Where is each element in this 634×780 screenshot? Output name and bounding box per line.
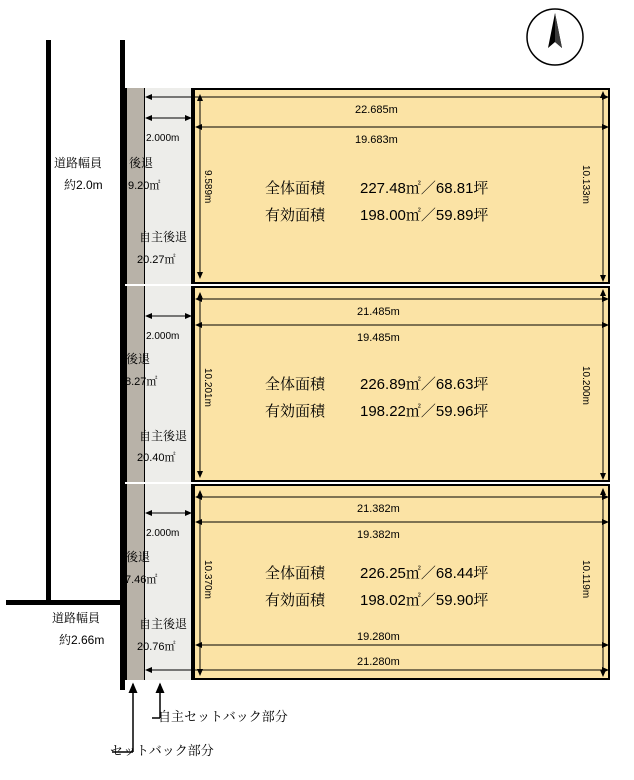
lot-middle-total-area-value: 226.89㎡／68.63坪 <box>360 376 489 393</box>
lot-bottom-total-area-label: 全体面積 <box>265 565 326 582</box>
lot-middle-left-dim: 10.201m <box>202 368 213 407</box>
lot-bottom-voluntary-label: 自主後退 <box>139 617 188 631</box>
lot-middle-right-dim: 10.200m <box>580 366 591 405</box>
lot-middle-voluntary-area: 20.40㎡ <box>137 452 176 464</box>
lot-top-total-area-value: 227.48㎡／68.81坪 <box>360 180 489 197</box>
lot-top-right-dim: 10.133m <box>580 165 591 204</box>
lot-bottom-effective-area-label: 有効面積 <box>265 592 326 609</box>
lot-bottom-total-area-value: 226.25㎡／68.44坪 <box>360 565 489 582</box>
lot-middle-voluntary-label: 自主後退 <box>139 429 188 443</box>
lot-top-voluntary-label: 自主後退 <box>139 230 188 244</box>
lot-bottom-right-dim: 10.119m <box>580 560 591 599</box>
lot-middle-effective-area-value: 198.22㎡／59.96坪 <box>360 403 489 420</box>
lot-middle-outer-dim: 21.485m <box>357 306 400 318</box>
lot-middle-setback-area: 8.27㎡ <box>125 376 158 388</box>
lot-top-setback-width: 2.000m <box>146 133 180 144</box>
lot-middle-setback-width: 2.000m <box>146 331 180 342</box>
lot-top-total-area-label: 全体面積 <box>265 180 326 197</box>
lot-top-setback-area: 9.20㎡ <box>128 180 161 192</box>
road-bottom-edge <box>6 600 126 605</box>
lot-bottom-bottom-inner-dim: 19.280m <box>357 631 400 643</box>
road-left-label-2: 約2.0m <box>64 178 103 192</box>
lot-top-inner-dim: 19.683m <box>355 134 398 146</box>
road-bottom-label-2: 約2.66m <box>59 633 105 647</box>
lot-top-outer-dim: 22.685m <box>355 104 398 116</box>
lot-bottom-effective-area-value: 198.02㎡／59.90坪 <box>360 592 489 609</box>
lot-top-setback-label: 後退 <box>129 156 154 170</box>
road-bottom-label-1: 道路幅員 <box>52 611 101 625</box>
lot-middle-total-area-label: 全体面積 <box>265 376 326 393</box>
lot-bottom-bottom-outer-dim: 21.280m <box>357 656 400 668</box>
legend-setback-label: セットバック部分 <box>110 743 214 758</box>
lot-bottom-voluntary-area: 20.76㎡ <box>137 641 176 653</box>
lot-top-effective-area-label: 有効面積 <box>265 207 326 224</box>
lot-bottom-outer-dim: 21.382m <box>357 503 400 515</box>
road-left-outer-edge <box>46 40 51 605</box>
lot-bottom-setback-width: 2.000m <box>146 528 180 539</box>
road-left-label-1: 道路幅員 <box>54 156 103 170</box>
compass-rose <box>524 6 586 68</box>
lot-top-voluntary-area: 20.27㎡ <box>137 254 176 266</box>
lot-bottom-left-dim: 10.370m <box>202 560 213 599</box>
legend-voluntary-label: 自主セットバック部分 <box>158 709 288 724</box>
lot-bottom-setback-area: 7.46㎡ <box>125 574 158 586</box>
lot-middle-inner-dim: 19.485m <box>357 332 400 344</box>
road-bottom-outer-edge <box>6 600 11 605</box>
lot-top-effective-area-value: 198.00㎡／59.89坪 <box>360 207 489 224</box>
lot-middle-effective-area-label: 有効面積 <box>265 403 326 420</box>
lot-middle-setback-label: 後退 <box>126 352 151 366</box>
lot-bottom-inner-dim: 19.382m <box>357 529 400 541</box>
lot-top-left-dim: 9.589m <box>202 170 213 204</box>
lot-bottom-setback-label: 後退 <box>126 550 151 564</box>
